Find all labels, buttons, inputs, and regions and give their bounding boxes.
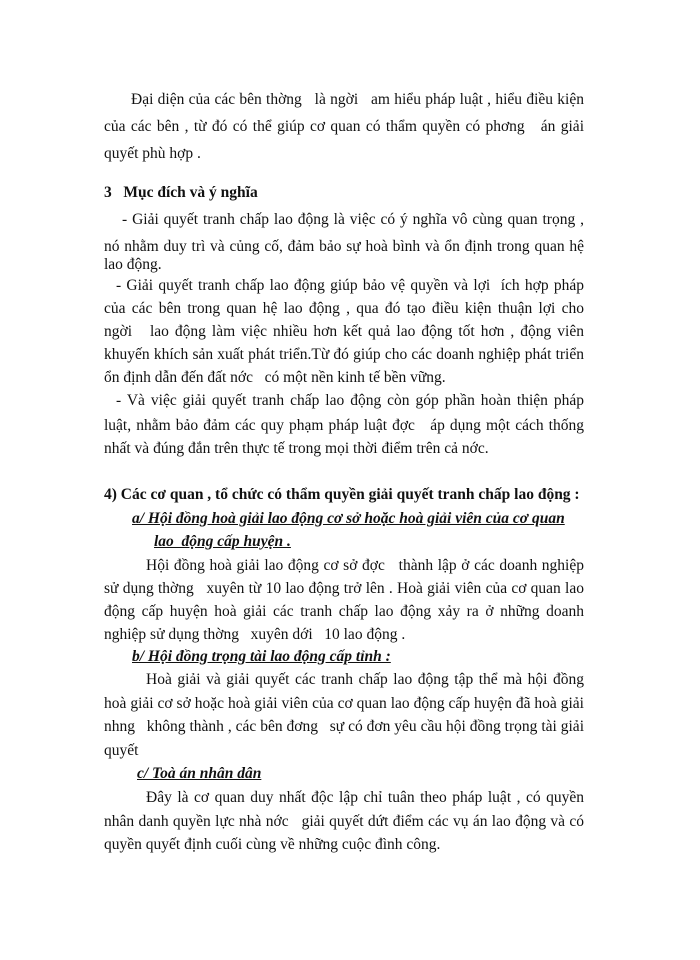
intro-line-3: quyết phù hợp .: [104, 145, 201, 162]
sub-a-body-line-2: sử dụng thờng xuyên từ 10 lao động trở lên . Hoà giải viên của cơ quan lao: [104, 580, 584, 597]
s3-p2-line-3: ngời lao động làm việc nhiều hơn kết quả lao động tốt hơn , động viên: [104, 323, 584, 340]
sub-b-body-line-2: hoà giải cơ sở hoặc hoà giải viên của cơ quan lao động cấp huyện đã hoà giải: [104, 695, 584, 712]
sub-b-body-line-4: quyết: [104, 742, 139, 759]
sub-c-body-line-2: nhân danh quyền lực nhà nớc giải quyết dứt điểm các vụ án lao động và có: [104, 813, 584, 830]
section-3-heading: 3 Mục đích và ý nghĩa: [104, 184, 258, 201]
sub-c-body-line-3: quyền quyết định cuối cùng về những cuộc đình công.: [104, 836, 441, 853]
s3-p2-line-2: của các bên trong quan hệ lao động , qua đó tạo điều kiện thuận lợi cho: [104, 300, 584, 317]
sub-a-heading-line-2: lao động cấp huyện .: [154, 533, 291, 550]
sub-a-body-line-3: động cấp huyện hoà giải các tranh chấp lao động xảy ra ở những doanh: [104, 603, 584, 620]
s3-p1-line-1: - Giải quyết tranh chấp lao động là việc có ý nghĩa vô cùng quan trọng ,: [122, 211, 584, 228]
s3-p3-line-1: - Và việc giải quyết tranh chấp lao động còn góp phần hoàn thiện pháp: [116, 392, 584, 409]
s3-p2-line-1: - Giải quyết tranh chấp lao động giúp bảo vệ quyền và lợi ích hợp pháp: [116, 277, 584, 294]
intro-line-2: của các bên , từ đó có thể giúp cơ quan có thẩm quyền có phơng án giải: [104, 118, 584, 135]
sub-b-body-line-1: Hoà giải và giải quyết các tranh chấp lao động tập thể mà hội đồng: [146, 671, 584, 688]
s3-p2-line-5: ổn định dẫn đến đất nớc có một nền kinh tế bền vững.: [104, 369, 446, 386]
sub-a-heading-line-1: a/ Hội đồng hoà giải lao động cơ sở hoặc hoà giải viên của cơ quan: [132, 510, 565, 527]
sub-a-body-line-1: Hội đồng hoà giải lao động cơ sở đợc thành lập ở các doanh nghiệp: [146, 557, 584, 574]
intro-line-1: Đại diện của các bên thờng là ngời am hiểu pháp luật , hiểu điều kiện: [131, 91, 584, 108]
sub-b-heading: b/ Hội đồng trọng tài lao động cấp tỉnh :: [132, 648, 391, 665]
sub-c-heading: c/ Toà án nhân dân: [137, 765, 262, 782]
s3-p1-line-3: lao động.: [104, 256, 162, 273]
s3-p1-line-2: nó nhằm duy trì và củng cố, đảm bảo sự hoà bình và ổn định trong quan hệ: [104, 238, 584, 255]
section-4-heading: 4) Các cơ quan , tổ chức có thẩm quyền giải quyết tranh chấp lao động :: [104, 486, 580, 503]
sub-b-body-line-3: nhng không thành , các bên đơng sự có đơn yêu cầu hội đồng trọng tài giải: [104, 718, 584, 735]
s3-p3-line-2: luật, nhằm bảo đảm các quy phạm pháp luật đợc áp dụng một cách thống: [104, 417, 584, 434]
sub-c-body-line-1: Đây là cơ quan duy nhất độc lập chỉ tuân theo pháp luật , có quyền: [146, 789, 584, 806]
sub-a-body-line-4: nghiệp sử dụng thờng xuyên dới 10 lao động .: [104, 626, 406, 643]
s3-p2-line-4: khuyến khích sản xuất phát triển.Từ đó giúp cho các doanh nghiệp phát triển: [104, 346, 584, 363]
s3-p3-line-3: nhất và đúng đắn trên thực tế trong mọi thời điểm trên cả nớc.: [104, 440, 489, 457]
